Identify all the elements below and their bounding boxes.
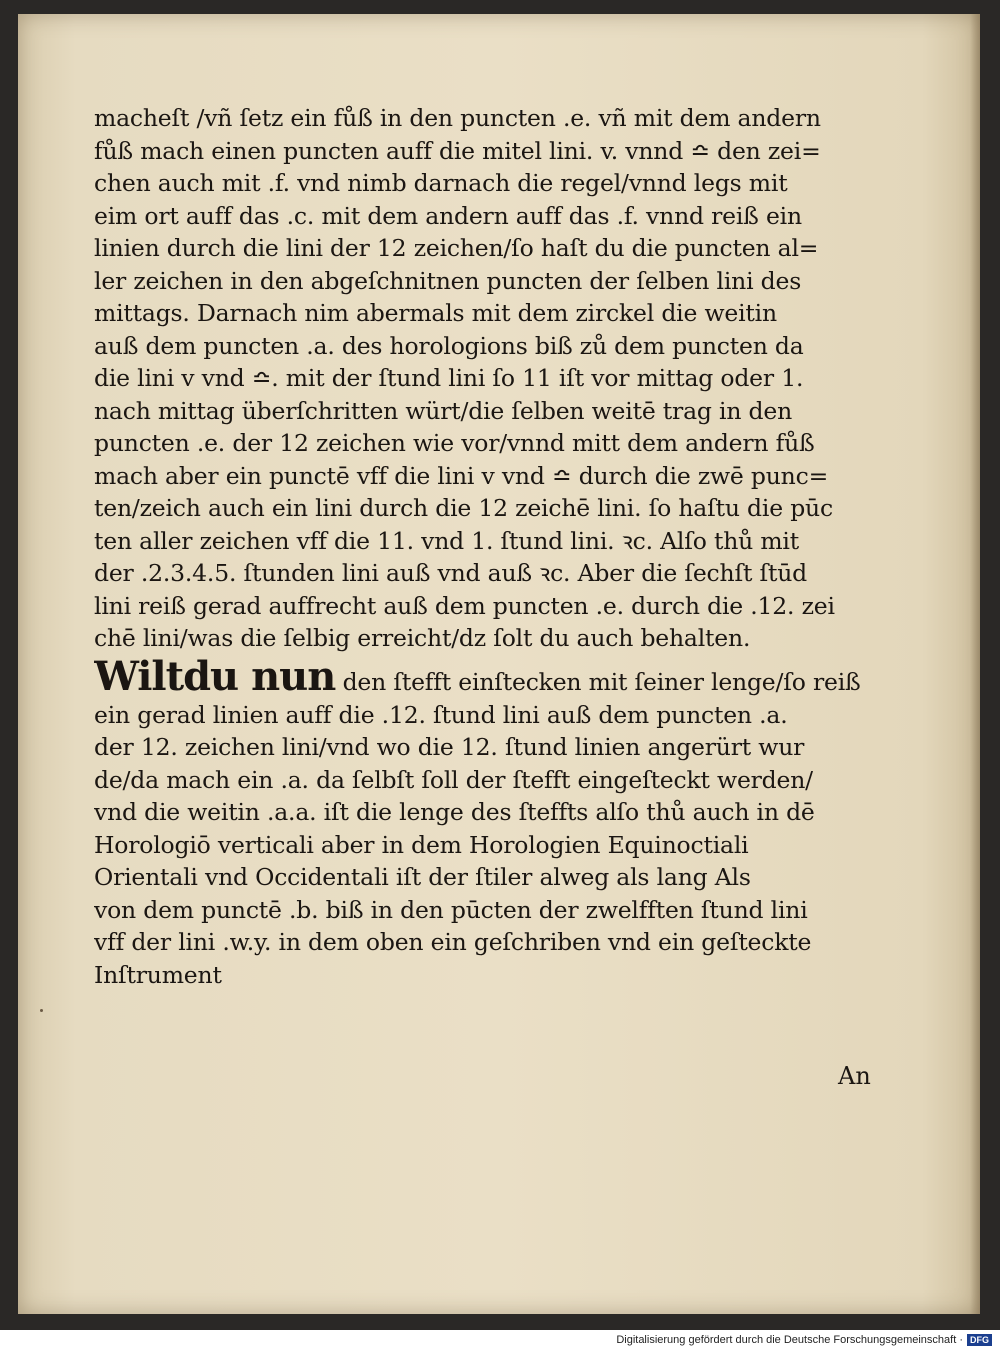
text-line: die lini v vnd ≏. mit der ſtund lini ſo 11 iſt vor mittag oder 1. [94,364,804,392]
text-line: vnd die weitin .a.a. iſt die lenge des ſteffts alſo thů auch in dē [94,798,815,826]
text-line: ten aller zeichen vff die 11. vnd 1. ſtund lini. ꝛc. Alſo thů mit [94,526,799,555]
text-line: macheſt /vñ ſetz ein fůß in den puncten .e. vñ mit dem andern [94,104,821,132]
text-line: fůß mach einen puncten auff die mitel lini. v. vnnd ≏ den zei= [94,136,821,165]
funding-credit: Digitalisierung gefördert durch die Deutsche Forschungsgemeinschaft · [616,1334,963,1347]
text-line: de/da mach ein .a. da ſelbſt ſoll der ſtefft eingeſteckt werden/ [94,765,813,794]
text-line: der .2.3.4.5. ſtunden lini auß vnd auß ꝛc. Aber die ſechſt ſtūd [94,559,807,587]
text-line: vff der lini .w.y. in dem oben ein geſchriben vnd ein geſteckte [94,928,812,956]
text-line: den ſtefft einſtecken mit ſeiner lenge/ſo reiß [342,667,861,696]
paragraph-opening-line [94,655,924,699]
text-line: eim ort auff das .c. mit dem andern auff das .f. vnnd reiß ein [94,201,802,230]
text-line: lini reiß gerad auffrecht auß dem puncten .e. durch die .12. zei [94,591,835,620]
text-line: ein gerad linien auff die .12. ſtund lini auß dem puncten .a. [94,700,788,729]
digitization-footer [0,1330,1000,1350]
page-edge-shadow [970,14,980,1314]
dfg-logo: DFG [967,1334,992,1346]
text-line: mach aber ein punctē vff die lini v vnd ≏ durch die zwē punc= [94,461,829,490]
text-line: ten/zeich auch ein lini durch die 12 zeichē lini. ſo haſtu die pūc [94,494,833,522]
text-line: Inſtrument [94,960,222,989]
text-line: mittags. Darnach nim abermals mit dem zirckel die weitin [94,299,777,327]
book-page [18,14,980,1314]
text-line: chen auch mit .f. vnd nimb darnach die regel/vnnd legs mit [94,169,788,197]
text-line: puncten .e. der 12 zeichen wie vor/vnnd mitt dem andern fůß [94,429,815,457]
text-line: der 12. zeichen lini/vnd wo die 12. ſtund linien angerürt wur [94,733,805,761]
text-line: von dem punctē .b. biß in den pūcten der zwelfften ſtund lini [94,895,808,924]
text-line: ler zeichen in den abgeſchnitnen puncten der ſelben lini des [94,266,802,295]
catchword: An [838,1062,871,1090]
text-line: nach mittag überſchritten würt/die ſelben weitē trag in den [94,396,793,425]
display-initial-words: Wiltdu nun [94,654,336,699]
page-text-block [94,102,924,991]
text-line: Orientali vnd Occidentali iſt der ſtiler alweg als lang Als [94,863,751,891]
text-line: chē lini/was die ſelbig erreicht/dz ſolt du auch behalten. [94,624,751,652]
text-line: auß dem puncten .a. des horologions biß zů dem puncten da [94,331,804,360]
paper-speck [40,1009,43,1012]
text-line: linien durch die lini der 12 zeichen/ſo haſt du die puncten al= [94,234,819,262]
text-line: Horologiō verticali aber in dem Horologien Equinoctiali [94,830,749,859]
